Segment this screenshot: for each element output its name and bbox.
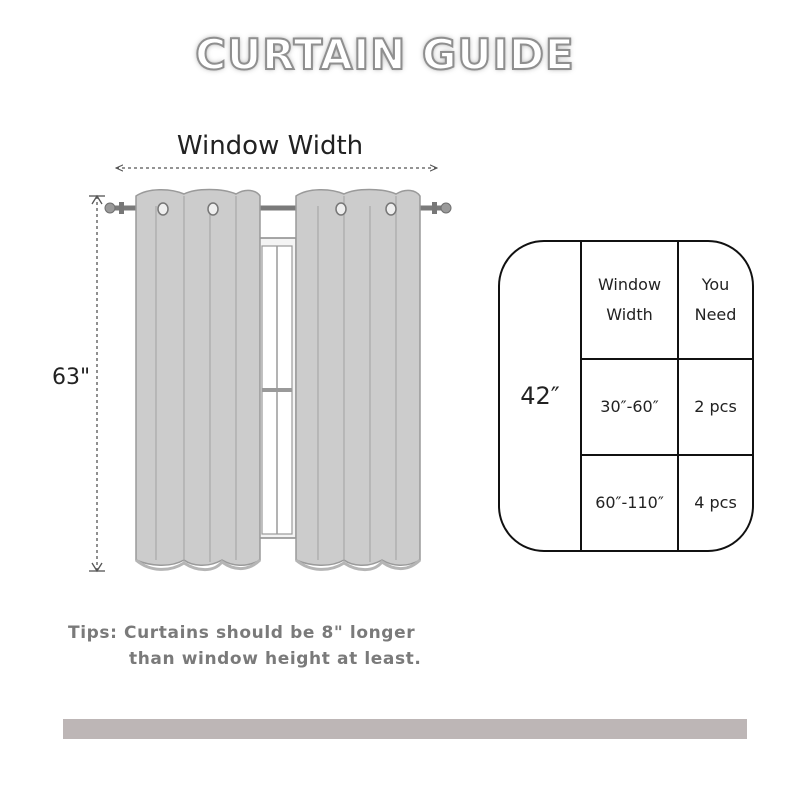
bottom-divider-bar — [63, 719, 747, 739]
window-frame — [258, 238, 296, 538]
row-2-window-width: 60″-110″ — [582, 456, 679, 550]
row-1-window-width: 30″-60″ — [582, 360, 679, 456]
size-table — [498, 240, 754, 552]
tips-line-1: Tips: Curtains should be 8" longer — [68, 623, 416, 643]
left-curtain-panel — [136, 190, 260, 570]
tips-line-2: than window height at least. — [129, 649, 422, 669]
right-curtain-panel — [296, 190, 420, 570]
curtain-height-label: 63" — [52, 365, 91, 390]
window-width-label: Window Width — [176, 131, 364, 161]
page-title: CURTAIN GUIDE — [195, 30, 575, 79]
header-window-width: Window Width — [582, 242, 679, 360]
row-1-you-need: 2 pcs — [679, 360, 752, 456]
tips-text — [68, 620, 421, 672]
row-2-you-need: 4 pcs — [694, 493, 737, 512]
curtain-length-value: 42″ — [500, 242, 582, 550]
header-you-need: You Need — [679, 242, 752, 360]
